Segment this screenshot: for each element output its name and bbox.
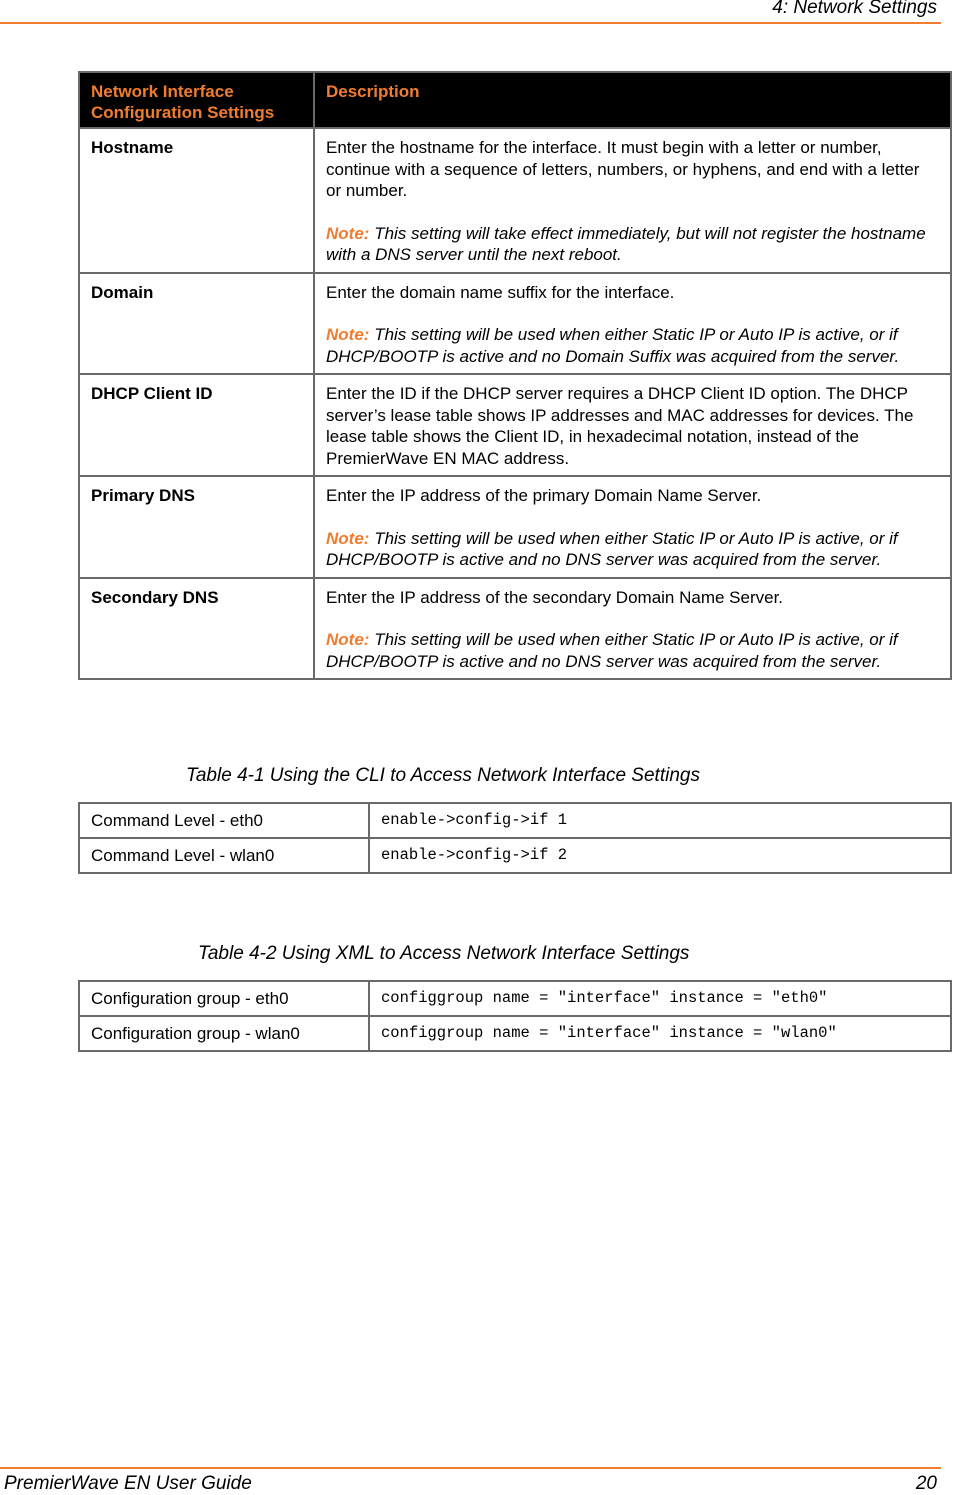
command-level-label: Command Level - eth0 xyxy=(79,803,369,838)
setting-description-cell xyxy=(314,273,951,375)
setting-description-cell xyxy=(314,578,951,680)
setting-description: Enter the domain name suffix for the interface. xyxy=(326,282,675,302)
table-row xyxy=(79,803,951,838)
document-title: PremierWave EN User Guide xyxy=(4,1473,252,1494)
note-text: This setting will be used when either Static IP or Auto IP is active, or if DHCP/BOOTP is active and no DNS server was acquired from the server. xyxy=(326,630,898,671)
table-row xyxy=(79,273,951,375)
cli-access-table xyxy=(78,802,952,874)
page-footer xyxy=(0,1467,941,1494)
xml-config-group: configgroup name = "interface" instance = "eth0" xyxy=(369,981,951,1016)
setting-note xyxy=(326,528,939,571)
setting-name: Hostname xyxy=(79,128,314,273)
setting-note xyxy=(326,223,939,266)
setting-description: Enter the IP address of the secondary Domain Name Server. xyxy=(326,587,784,607)
setting-note xyxy=(326,324,939,367)
col-header-settings: Network Interface Configuration Settings xyxy=(79,72,314,128)
table-row xyxy=(79,981,951,1016)
setting-description: Enter the hostname for the interface. It must begin with a letter or number, continue with a sequence of letters, numbers, or hyphens, and end with a letter or number. xyxy=(326,138,920,200)
cli-command: enable->config->if 1 xyxy=(369,803,951,838)
network-interface-settings-table xyxy=(78,71,952,680)
config-group-label: Configuration group - wlan0 xyxy=(79,1016,369,1051)
page-header xyxy=(0,0,941,24)
note-text: This setting will be used when either Static IP or Auto IP is active, or if DHCP/BOOTP is active and no DNS server was acquired from the server. xyxy=(326,528,898,569)
note-label: Note: xyxy=(326,325,370,344)
setting-description-cell xyxy=(314,476,951,578)
note-text: This setting will take effect immediately, but will not register the hostname with a DNS server until the next reboot. xyxy=(326,223,926,264)
table-row xyxy=(79,1016,951,1051)
note-label: Note: xyxy=(326,223,370,243)
table-header-row xyxy=(79,72,951,128)
col-header-description: Description xyxy=(314,72,951,128)
config-group-label: Configuration group - eth0 xyxy=(79,981,369,1016)
setting-description-cell xyxy=(314,374,951,476)
xml-access-table xyxy=(78,980,952,1052)
note-label: Note: xyxy=(326,528,370,548)
setting-name: DHCP Client ID xyxy=(79,374,314,476)
setting-name: Secondary DNS xyxy=(79,578,314,680)
page-number: 20 xyxy=(915,1473,937,1494)
table-caption-cli: Table 4-1 Using the CLI to Access Network Interface Settings xyxy=(186,765,700,786)
setting-description-cell xyxy=(314,128,951,273)
setting-note xyxy=(326,629,939,672)
note-label: Note: xyxy=(326,630,370,649)
table-row xyxy=(79,838,951,873)
table-row xyxy=(79,128,951,273)
note-text: This setting will be used when either Static IP or Auto IP is active, or if DHCP/BOOTP is active and no Domain Suffix was acquired from the server. xyxy=(326,325,900,366)
setting-description: Enter the ID if the DHCP server requires a DHCP Client ID option. The DHCP server’s lease table shows IP addresses and MAC addresses for devices. The lease table shows the Client ID, in hexadecimal notation, instead of the PremierWave EN MAC address. xyxy=(326,384,914,468)
setting-name: Primary DNS xyxy=(79,476,314,578)
chapter-title: 4: Network Settings xyxy=(772,0,937,18)
setting-name: Domain xyxy=(79,273,314,375)
cli-command: enable->config->if 2 xyxy=(369,838,951,873)
table-caption-xml: Table 4-2 Using XML to Access Network Interface Settings xyxy=(198,943,690,964)
xml-config-group: configgroup name = "interface" instance = "wlan0" xyxy=(369,1016,951,1051)
command-level-label: Command Level - wlan0 xyxy=(79,838,369,873)
table-row xyxy=(79,476,951,578)
table-row xyxy=(79,374,951,476)
table-row xyxy=(79,578,951,680)
setting-description: Enter the IP address of the primary Domain Name Server. xyxy=(326,486,762,505)
